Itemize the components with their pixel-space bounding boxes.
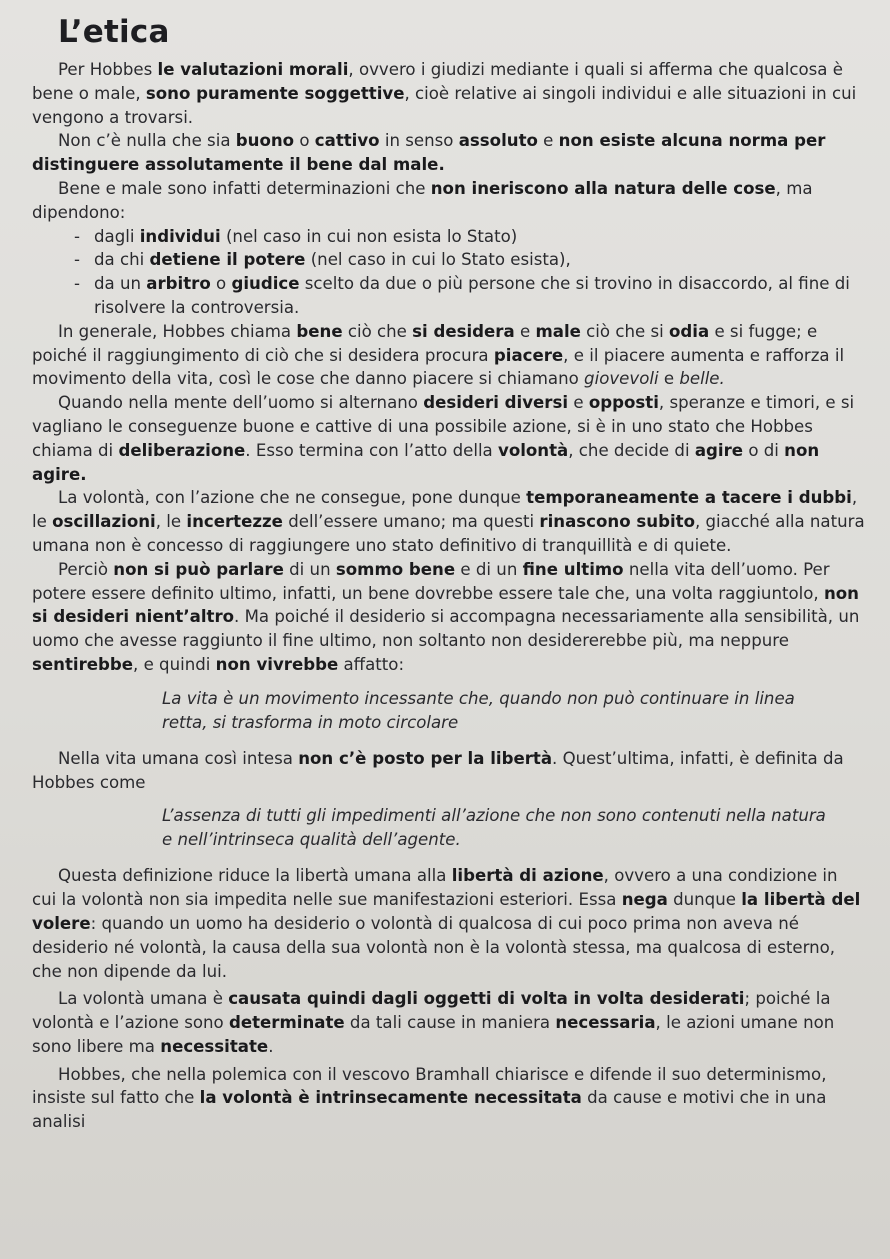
bold-text: opposti [588, 393, 659, 413]
bold-text: non agire. [32, 440, 820, 484]
bold-text: male [535, 321, 581, 341]
text-run: da cause e motivi che in una analisi [32, 1088, 827, 1132]
text-run: e si fugge; e poiché il raggiungimento di ciò che si desidera procura [32, 321, 818, 365]
bold-text: la libertà del volere [32, 890, 861, 933]
bold-text: si desidera [412, 321, 515, 341]
paragraph [32, 747, 866, 795]
bold-text: oscillazioni [52, 512, 156, 532]
text-run: nella vita dell’uomo. Per potere essere definito ultimo, infatti, un bene dovrebbe essere tale che, una volta raggiuntolo, [32, 559, 830, 603]
text-run: dell’essere umano; ma questi [282, 512, 540, 532]
text-run: , cioè relative ai singoli individui e alle situazioni in cui vengono a trovarsi. [32, 83, 857, 127]
text-run: ; poiché la volontà e l’azione sono [32, 989, 831, 1033]
text-run: Hobbes, che nella polemica con il vescovo Bramhall chiarisce e difende il suo determinismo, insiste sul fatto che [32, 1064, 827, 1108]
bold-text: non esiste alcuna norma per distinguere assolutamente il bene dal male. [32, 131, 826, 175]
bold-text: sentirebbe [32, 654, 134, 674]
text-run: . Esso termina con l’atto della [245, 440, 498, 460]
text-run: e [568, 393, 589, 413]
text-run: , speranze e timori, e si vagliano le conseguenze buone e cattive di una possibile azione, si è in uno stato che Hobbes chiama di [32, 393, 855, 460]
paragraph [32, 1063, 866, 1134]
bold-text: non c’è posto per la libertà [298, 748, 553, 768]
bold-text: necessitate [160, 1036, 269, 1056]
list-item [78, 225, 866, 249]
text-run: (nel caso in cui lo Stato esista), [305, 250, 571, 270]
text-run: dunque [667, 890, 742, 910]
text-run: di un [283, 559, 336, 579]
bold-text: assoluto [458, 131, 538, 151]
text-run: , ma dipendono: [32, 178, 813, 222]
bold-text: volontà [498, 440, 569, 460]
text-run: ciò che [342, 321, 413, 341]
paragraph [32, 58, 866, 129]
bold-text: odia [669, 321, 710, 341]
bold-text: non si desideri nient’altro [32, 583, 859, 627]
list-item [78, 248, 866, 272]
text-run: La volontà umana è [58, 989, 229, 1009]
text-run: (nel caso in cui non esista lo Stato) [220, 226, 518, 246]
text-run: o [294, 131, 315, 151]
italic-text: belle. [679, 369, 725, 389]
text-run: Quando nella mente dell’uomo si alternano [58, 393, 424, 413]
bold-text: bene [296, 321, 343, 341]
text-run: Per Hobbes [58, 60, 158, 79]
bold-text: individui [139, 226, 221, 246]
text-run: In generale, Hobbes chiama [58, 321, 297, 341]
paragraph [32, 177, 866, 225]
bold-text: nega [621, 890, 668, 910]
bold-text: incertezze [186, 512, 283, 532]
bold-text: non ineriscono alla natura delle cose [430, 178, 776, 198]
bold-text: desideri diversi [423, 393, 569, 413]
bullet-list [32, 225, 866, 320]
text-run: , le azioni umane non sono libere ma [32, 1013, 835, 1056]
block-quote [162, 804, 826, 852]
text-run: o di [743, 440, 785, 460]
text-run: Non c’è nulla che sia [58, 131, 236, 151]
text-run: da tali cause in maniera [344, 1013, 556, 1033]
text-run: da un [94, 274, 147, 294]
bold-text: buono [235, 131, 295, 151]
text-run: La vita è un movimento incessante che, quando non può continuare in linea retta, si trasforma in moto circolare [162, 688, 795, 732]
bold-text: non vivrebbe [215, 654, 339, 674]
text-run: da chi [94, 250, 150, 270]
bold-text: la volontà è intrinsecamente necessitata [199, 1088, 582, 1108]
bold-text: giudice [231, 274, 300, 294]
text-run: e [537, 131, 559, 151]
bold-text: rinascono subito [539, 512, 695, 532]
bold-text: causata quindi dagli oggetti di volta in volta desiderati [228, 989, 745, 1009]
italic-text: giovevoli [584, 369, 659, 389]
page-title: L’etica [58, 14, 170, 50]
text-run: La volontà, con l’azione che ne consegue, pone dunque [58, 488, 527, 508]
text-run: , le [155, 512, 187, 532]
text-run: o [210, 274, 232, 294]
text-run: e [514, 321, 536, 341]
text-run: . Quest’ultima, infatti, è definita da Hobbes come [32, 748, 844, 792]
paragraph [32, 129, 866, 177]
bold-text: temporaneamente a tacere i dubbi [526, 488, 852, 508]
bold-text: non si può parlare [113, 559, 284, 579]
text-run: , che decide di [568, 440, 695, 460]
text-run: Questa definizione riduce la libertà umana alla [58, 866, 452, 886]
bold-text: libertà di azione [451, 866, 604, 886]
text-run: Perciò [58, 559, 114, 579]
bold-text: le valutazioni morali [157, 60, 349, 79]
text-run: dagli [94, 226, 140, 246]
text-run: affatto: [338, 654, 405, 674]
text-run: , le [32, 488, 858, 532]
text-run: , ovvero a una condizione in cui la volontà non sia impedita nelle sue manifestazioni esteriori. Essa [32, 866, 838, 910]
bold-text: detiene il potere [149, 250, 306, 270]
bold-text: sommo bene [335, 559, 456, 579]
text-run: e [658, 369, 680, 389]
paragraph [32, 987, 866, 1058]
paragraph [32, 558, 866, 677]
block-quote [162, 687, 826, 735]
bold-text: necessaria [555, 1013, 656, 1033]
list-item [78, 272, 866, 320]
bold-text: agire [694, 440, 744, 460]
paragraph [32, 486, 866, 557]
bold-text: arbitro [146, 274, 211, 294]
text-run: Nella vita umana così intesa [58, 748, 299, 768]
text-run: scelto da due o più persone che si trovino in disaccordo, al fine di risolvere la controversia. [94, 274, 850, 317]
bold-text: sono puramente soggettive [145, 83, 405, 103]
text-run: , ovvero i giudizi mediante i quali si afferma che qualcosa è bene o male, [32, 60, 843, 103]
text-run: in senso [379, 131, 459, 151]
text-run: ciò che si [580, 321, 669, 341]
text-run: L’assenza di tutti gli impedimenti all’azione che non sono contenuti nella natura e nell’intrinseca qualità dell’agente. [162, 806, 826, 850]
bold-text: fine ultimo [522, 559, 624, 579]
bold-text: deliberazione [118, 440, 246, 460]
bold-text: cattivo [314, 131, 380, 151]
text-run: . [268, 1036, 274, 1056]
text-run: , e il piacere aumenta e rafforza il movimento della vita, così le cose che danno piacere si chiamano [32, 345, 845, 389]
text-run: . Ma poiché il desiderio si accompagna necessariamente alla sensibilità, un uomo che avesse raggiunto il fine ultimo, non soltanto non desidererebbe più, ma neppure [32, 607, 860, 651]
text-run: , e quindi [133, 654, 216, 674]
text-run: e di un [455, 559, 523, 579]
paragraph [32, 864, 866, 983]
text-run: , giacché alla natura umana non è concesso di raggiungere uno stato definitivo di tranquillità e di quiete. [32, 512, 865, 555]
paragraph [32, 391, 866, 486]
bold-text: piacere [493, 345, 564, 365]
bold-text: determinate [228, 1013, 345, 1033]
paragraph [32, 320, 866, 391]
text-run: Bene e male sono infatti determinazioni che [58, 178, 431, 198]
text-run: : quando un uomo ha desiderio o volontà di qualcosa di cui poco prima non aveva né desiderio né volontà, la causa della sua volontà non è la volontà stessa, ma qualcosa di esterno, che non dipende da lui. [32, 913, 836, 981]
